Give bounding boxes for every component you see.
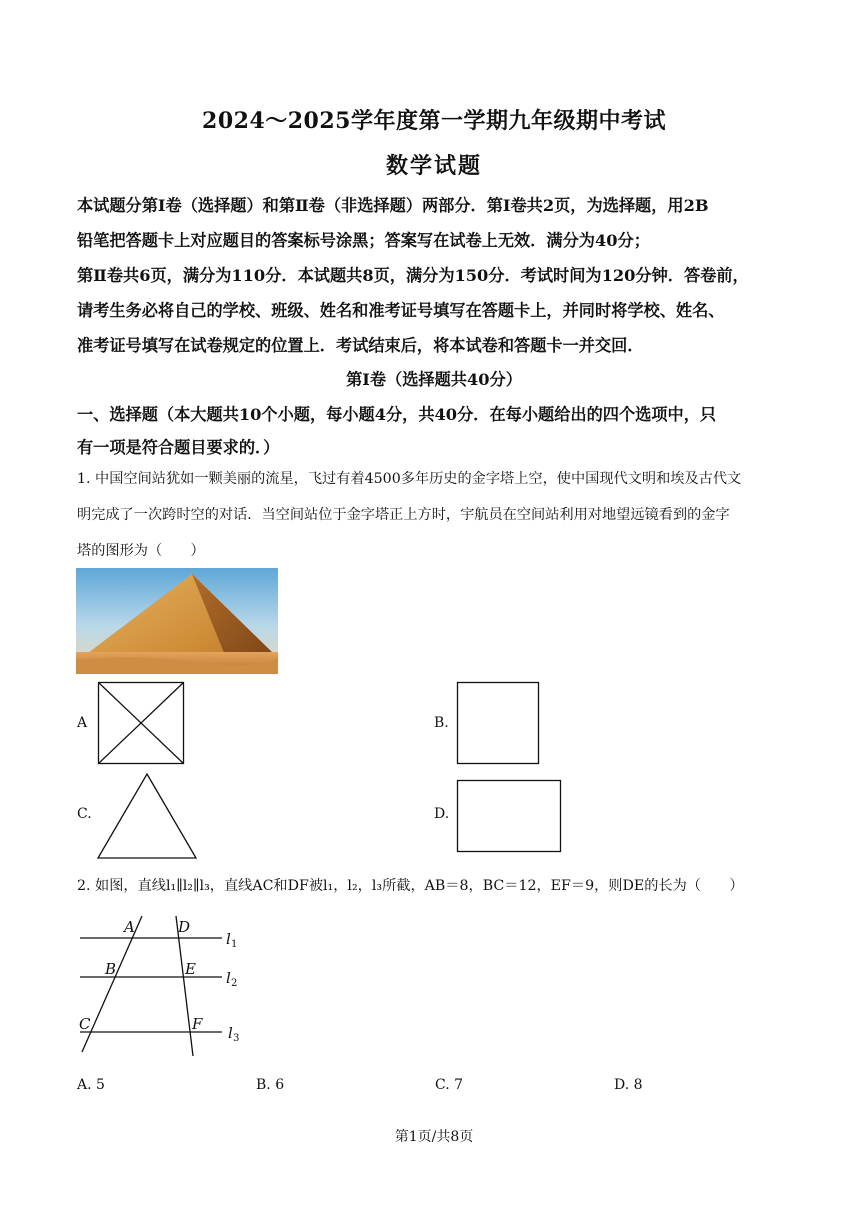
line-l3-label: l — [228, 1024, 233, 1042]
parallel-lines-figure — [72, 912, 252, 1060]
question-1-text: 明完成了一次跨时空的对话．当空间站位于金字塔正上方时，宇航员在空间站利用对地望远镜看到的金字 — [77, 507, 730, 523]
part-one-heading: 有一项是符合题目要求的．） — [77, 438, 280, 457]
line-l1-label: l — [226, 930, 231, 948]
point-f-label: F — [192, 1015, 203, 1033]
point-e-label: E — [185, 960, 196, 978]
point-c-label: C — [79, 1015, 91, 1033]
page-footer: 第1页/共8页 — [394, 1129, 474, 1145]
instruction-line: 准考证号填写在试卷规定的位置上．考试结束后，将本试卷和答题卡一并交回． — [77, 336, 644, 355]
q1-option-c-figure[interactable] — [96, 772, 198, 860]
exam-title: 2024～2025学年度第一学期九年级期中考试 — [202, 108, 666, 134]
q1-option-d-figure[interactable] — [456, 779, 562, 853]
pyramid-photo — [76, 568, 278, 674]
question-1-text: 塔的图形为（ ） — [77, 543, 205, 559]
q1-option-b-figure[interactable] — [456, 681, 540, 765]
q1-option-a-figure[interactable] — [97, 681, 185, 765]
question-1-text: 1. 中国空间站犹如一颗美丽的流星，飞过有着4500多年历史的金字塔上空，使中国现代文明和埃及古代文 — [77, 471, 742, 487]
section-title: 第Ⅰ卷（选择题共40分） — [346, 370, 522, 389]
line-l1-subscript: 1 — [231, 939, 238, 950]
q2-option-d[interactable]: D. 8 — [614, 1077, 643, 1093]
q2-option-c[interactable]: C. 7 — [435, 1077, 464, 1093]
q2-option-b[interactable]: B. 6 — [256, 1077, 285, 1093]
instruction-line: 铅笔把答题卡上对应题目的答案标号涂黑；答案写在试卷上无效．满分为40分； — [77, 231, 650, 250]
point-d-label: D — [178, 918, 191, 936]
instruction-line: 本试题分第Ⅰ卷（选择题）和第Ⅱ卷（非选择题）两部分．第Ⅰ卷共2页，为选择题，用2B — [77, 196, 709, 215]
point-a-label: A — [124, 918, 135, 936]
line-l3-subscript: 3 — [233, 1033, 240, 1044]
q2-option-a[interactable]: A. 5 — [77, 1077, 105, 1093]
q1-option-a-label[interactable]: A — [77, 715, 88, 731]
q1-option-d-label[interactable]: D. — [434, 806, 450, 822]
point-b-label: B — [105, 960, 117, 978]
line-l2-label: l — [226, 969, 231, 987]
q1-option-c-label[interactable]: C. — [77, 806, 92, 822]
line-l2-subscript: 2 — [231, 978, 238, 989]
question-2-text: 2. 如图，直线l₁∥l₂∥l₃，直线AC和DF被l₁，l₂，l₃所截，AB＝8，BC＝12，EF＝9，则DE的长为（ ） — [77, 878, 744, 894]
q1-option-b-label[interactable]: B. — [434, 715, 449, 731]
part-one-heading: 一、选择题（本大题共10个小题，每小题4分，共40分．在每小题给出的四个选项中，只 — [77, 405, 717, 424]
instruction-line: 第Ⅱ卷共6页，满分为110分．本试题共8页，满分为150分．考试时间为120分钟．答卷前， — [77, 266, 749, 285]
instruction-line: 请考生务必将自己的学校、班级、姓名和准考证号填写在答题卡上，并同时将学校、姓名、 — [77, 301, 725, 320]
exam-subtitle: 数学试题 — [385, 153, 482, 179]
